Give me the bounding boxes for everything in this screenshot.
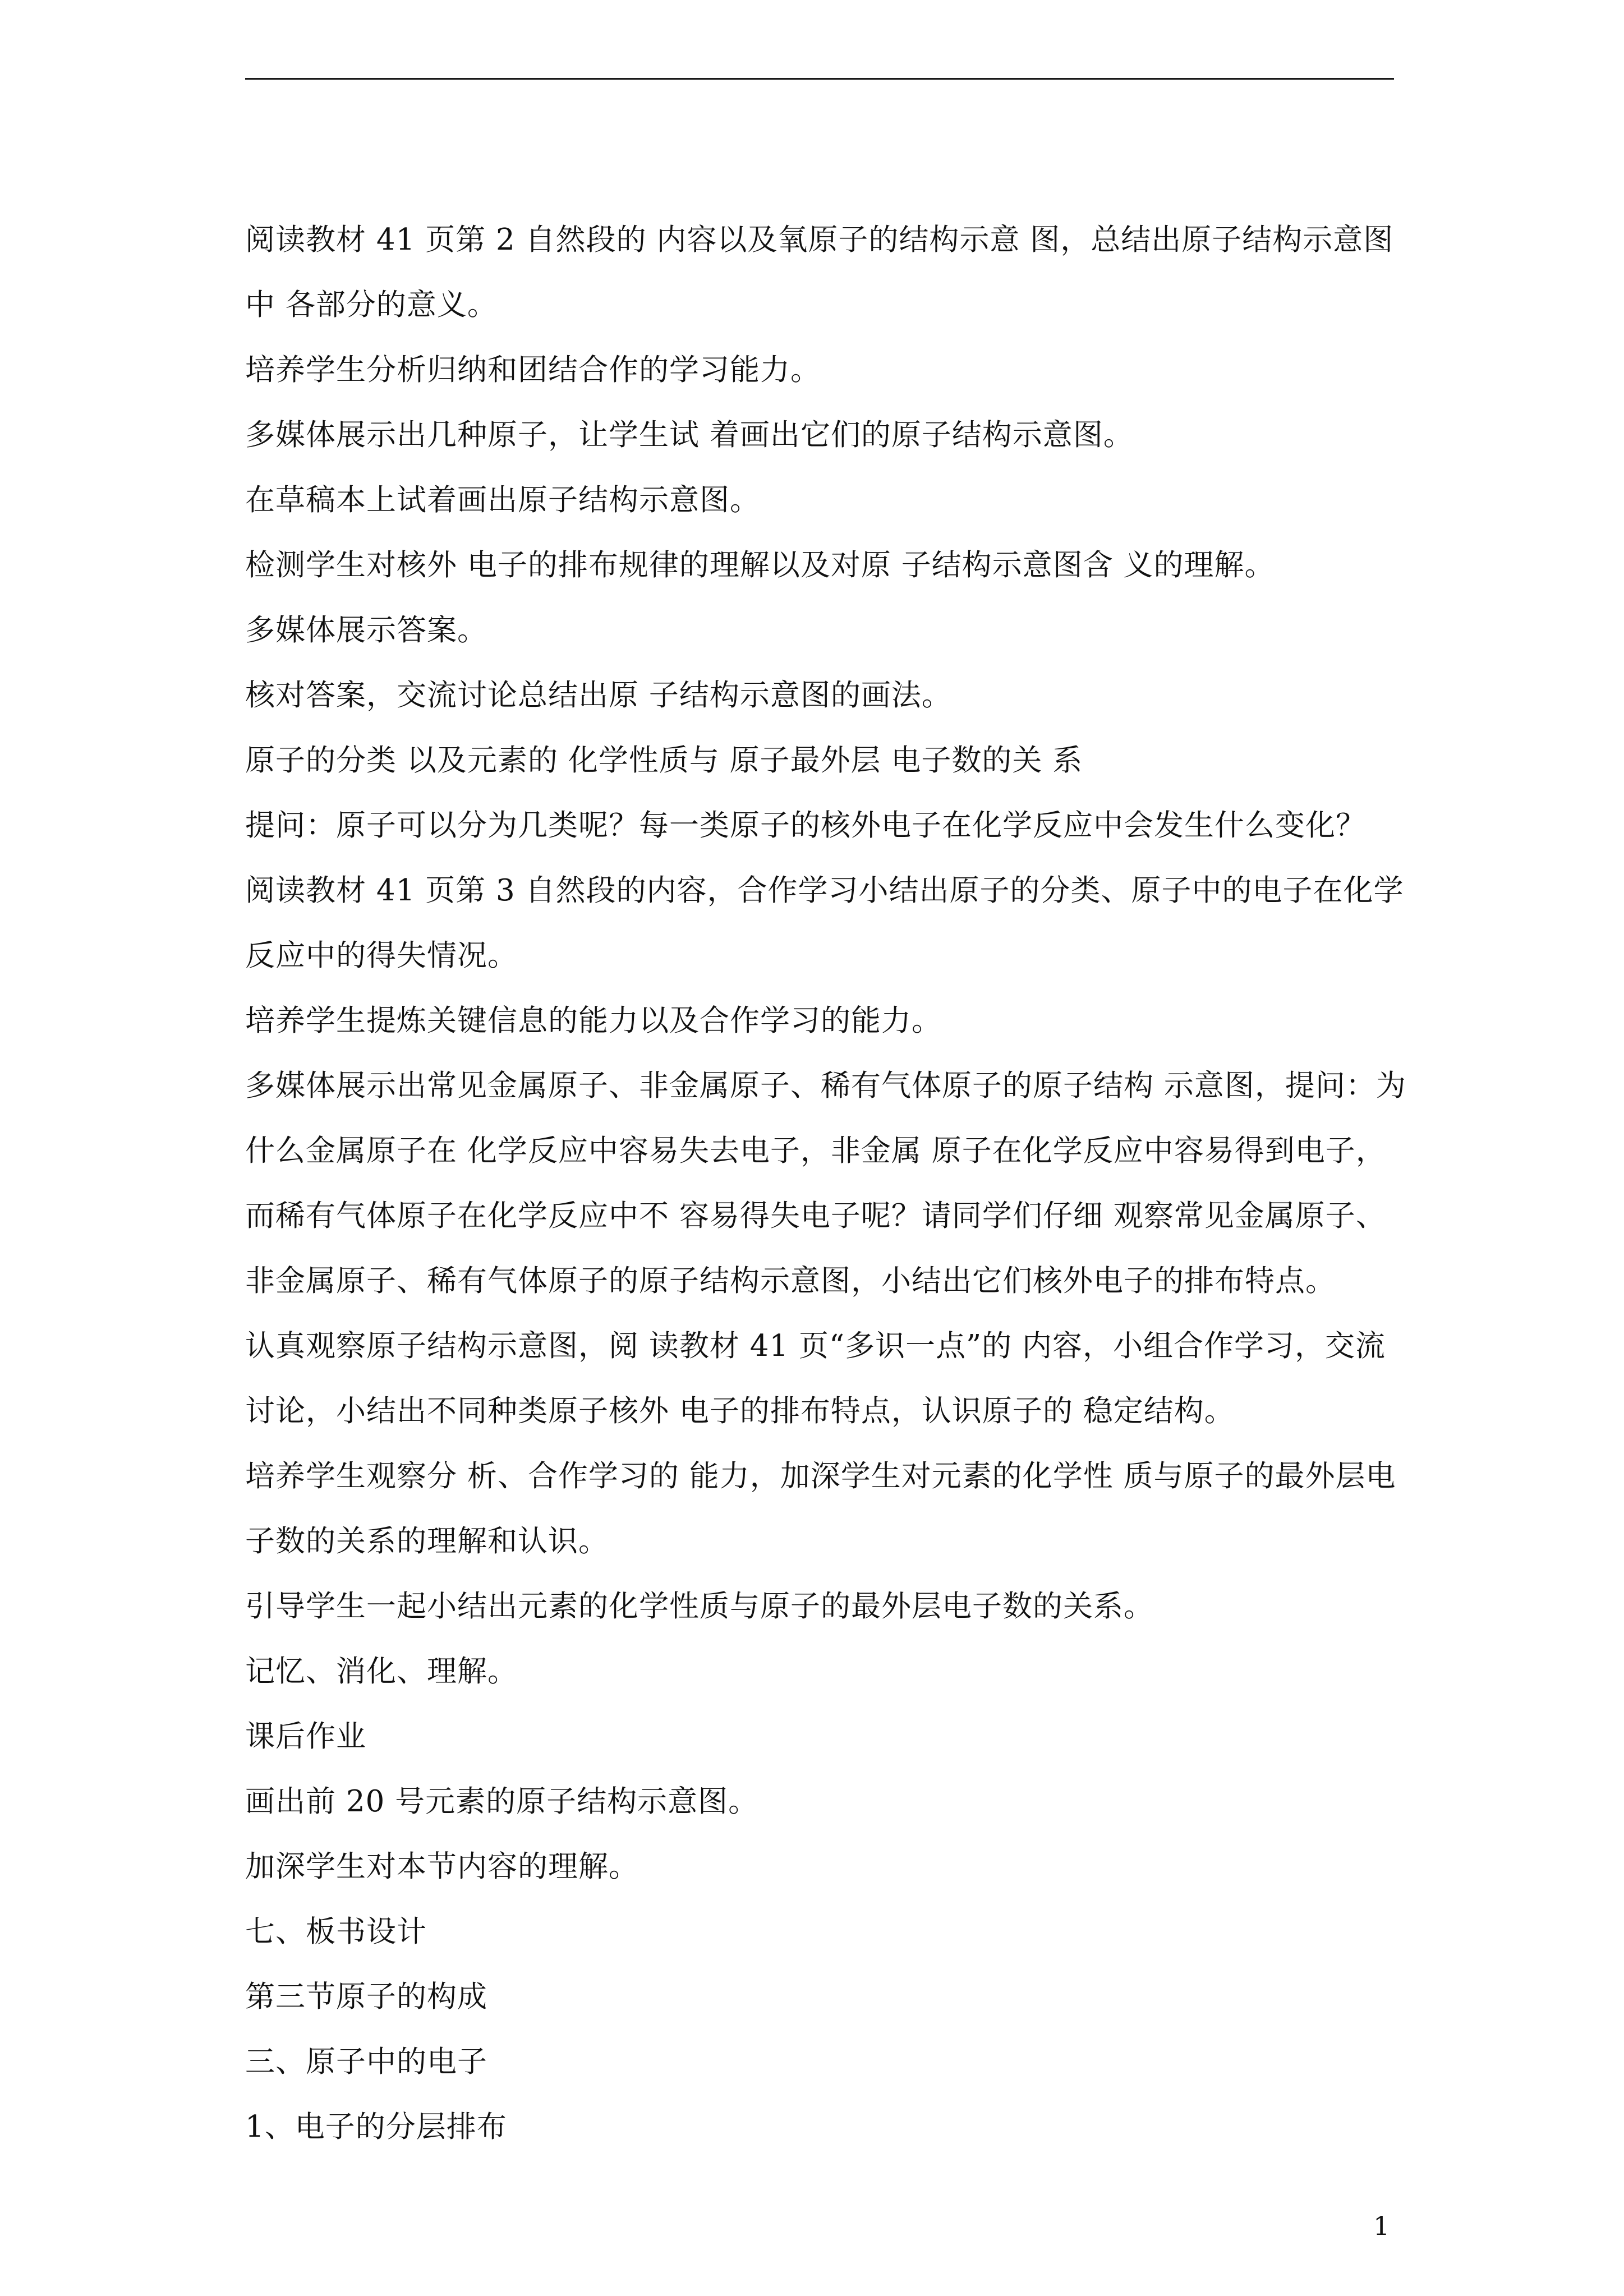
paragraph: 培养学生分析归纳和团结合作的学习能力。 bbox=[245, 353, 821, 387]
paragraph: 原子的分类 以及元素的 化学性质与 原子最外层 电子数的关 系 bbox=[245, 743, 1083, 777]
paragraph: 检测学生对核外 电子的排布规律的理解以及对原 子结构示意图含 义的理解。 bbox=[245, 548, 1275, 582]
page-number: 1 bbox=[1373, 2211, 1390, 2241]
paragraph: 在草稿本上试着画出原子结构示意图。 bbox=[245, 483, 760, 517]
paragraph: 提问：原子可以分为几类呢？每一类原子的核外电子在化学反应中会发生什么变化？ bbox=[245, 808, 1366, 843]
paragraph: 多媒体展示答案。 bbox=[245, 613, 487, 647]
section-heading: 第三节原子的构成 bbox=[245, 1980, 487, 2014]
paragraph: 培养学生提炼关键信息的能力以及合作学习的能力。 bbox=[245, 1004, 942, 1038]
section-heading: 七、板书设计 bbox=[245, 1915, 427, 1949]
paragraph: 阅读教材 41 页第 2 自然段的 内容以及氧原子的结构示意 图，总结出原子结构示意图中 各部分的意义。 bbox=[245, 223, 1394, 322]
paragraph: 记忆、消化、理解。 bbox=[245, 1654, 518, 1688]
paragraph: 认真观察原子结构示意图，阅 读教材 41 页“多识一点”的 内容，小组合作学习，交流讨论，小结出不同种类原子核外 电子的排布特点，认识原子的 稳定结构。 bbox=[245, 1329, 1386, 1428]
section-heading: 1、电子的分层排布 bbox=[245, 2110, 507, 2144]
paragraph: 核对答案，交流讨论总结出原 子结构示意图的画法。 bbox=[245, 678, 952, 712]
header-rule bbox=[245, 78, 1394, 80]
paragraph: 加深学生对本节内容的理解。 bbox=[245, 1849, 639, 1884]
paragraph: 引导学生一起小结出元素的化学性质与原子的最外层电子数的关系。 bbox=[245, 1589, 1154, 1623]
paragraph: 多媒体展示出常见金属原子、非金属原子、稀有气体原子的原子结构 示意图，提问：为什么金属原子在 化学反应中容易失去电子，非金属 原子在化学反应中容易得到电子，而稀有气体原子在化学反应中不 容易得失电子呢？请同学们仔细 观察常见金属原子、非金属原子、稀有气体原子的原子结构示意图，小结出它们核外电子的排布特点。 bbox=[245, 1069, 1406, 1298]
section-heading: 课后作业 bbox=[245, 1719, 366, 1754]
paragraph: 阅读教材 41 页第 3 自然段的内容，合作学习小结出原子的分类、原子中的电子在化学反应中的得失情况。 bbox=[245, 873, 1404, 973]
paragraph: 培养学生观察分 析、合作学习的 能力，加深学生对元素的化学性 质与原子的最外层电子数的关系的理解和认识。 bbox=[245, 1459, 1396, 1558]
section-heading: 三、原子中的电子 bbox=[245, 2045, 487, 2079]
document-body bbox=[245, 208, 1409, 2160]
paragraph: 多媒体展示出几种原子，让学生试 着画出它们的原子结构示意图。 bbox=[245, 418, 1134, 452]
paragraph: 画出前 20 号元素的原子结构示意图。 bbox=[245, 1784, 759, 1819]
